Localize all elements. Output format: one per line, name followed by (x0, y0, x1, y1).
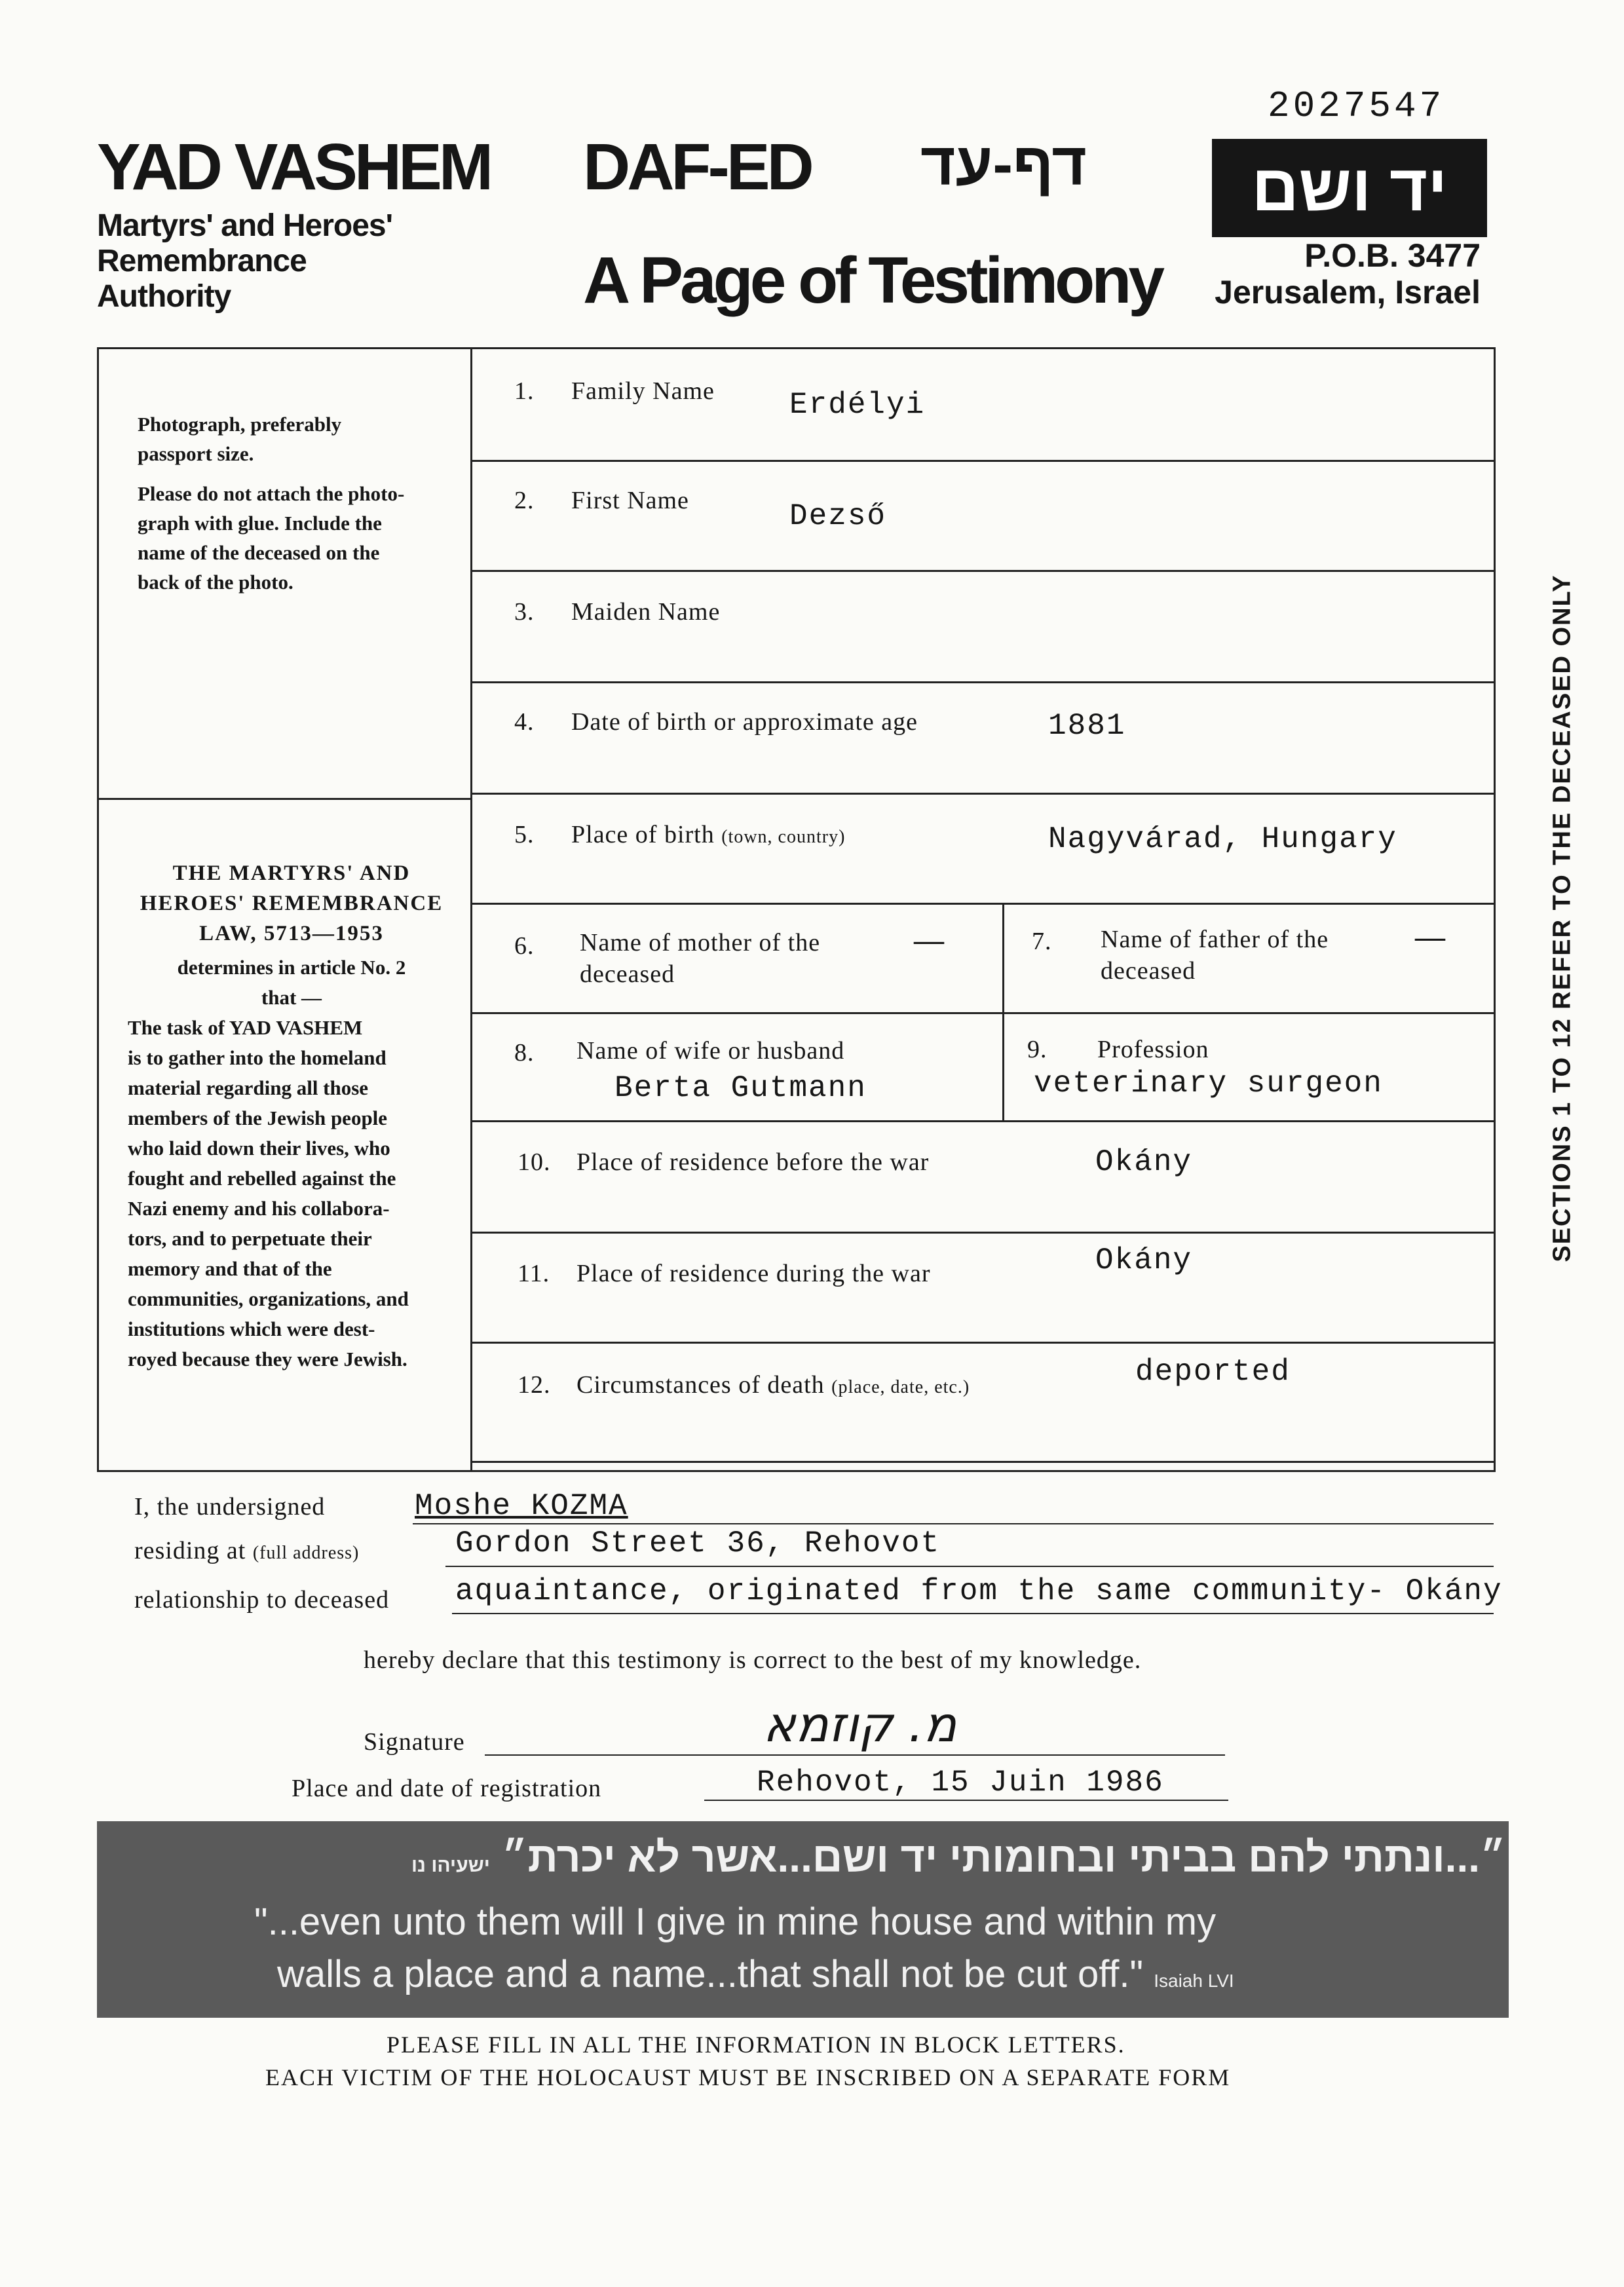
first-name-value[interactable]: Dezső (789, 499, 887, 533)
law-body-line: members of the Jewish people (128, 1106, 388, 1129)
hebrew-verse (411, 1833, 1506, 1881)
location: Jerusalem, Israel (1215, 274, 1481, 311)
org-name: YAD VASHEM (97, 130, 491, 204)
registration-line (704, 1800, 1228, 1801)
law-body-line: communities, organizations, and (128, 1287, 409, 1310)
row-divider (472, 570, 1496, 572)
contact-address (1212, 237, 1481, 311)
side-note-text: SECTIONS 1 TO 12 REFER TO THE DECEASED ONLY (1548, 574, 1576, 1262)
photo-instruction-line: Please do not attach the photo- (138, 482, 405, 505)
row-divider (472, 1461, 1496, 1463)
spouse-name-value[interactable]: Berta Gutmann (614, 1071, 867, 1105)
law-body-line: royed because they were Jewish. (128, 1348, 407, 1370)
father-name-value[interactable]: — (1415, 920, 1446, 953)
row-divider (472, 1012, 1496, 1014)
law-intro-line: determines in article No. 2 (177, 956, 406, 979)
residence-before-war-value[interactable]: Okány (1095, 1145, 1193, 1179)
law-body-line: institutions which were dest- (128, 1317, 375, 1340)
row-divider (472, 793, 1496, 795)
residence-during-war-label: Place of residence during the war (576, 1260, 931, 1287)
photo-title-line: Photograph, preferably (138, 413, 342, 436)
law-heading-line: THE MARTYRS' AND (172, 861, 411, 885)
address-line (445, 1566, 1494, 1567)
row-divider (472, 1342, 1496, 1344)
photo-title-line: passport size. (138, 442, 254, 465)
law-body-line: is to gather into the homeland (128, 1046, 387, 1069)
law-body-line: who laid down their lives, who (128, 1137, 390, 1160)
field-9-number: 9. (1027, 1036, 1048, 1063)
father-name-label-line: deceased (1101, 957, 1196, 985)
relationship-value[interactable]: aquaintance, originated from the same community- Okány (455, 1574, 1503, 1608)
english-verse-line-2 (277, 1952, 1234, 1996)
field-1-number: 1. (514, 377, 535, 405)
serial-number: 2027547 (1268, 85, 1445, 127)
birth-place-label-text: Place of birth (571, 821, 715, 848)
relationship-label: relationship to deceased (134, 1586, 390, 1614)
field-8-number: 8. (514, 1039, 535, 1067)
english-verse-line-2-text: walls a place and a name...that shall not be cut off." (277, 1953, 1144, 1995)
circumstances-of-death-label (576, 1370, 970, 1399)
signature-label: Signature (364, 1728, 465, 1756)
undersigned-line (413, 1523, 1494, 1524)
hebrew-verse-ref: ישעיהו נו (411, 1855, 490, 1876)
mother-name-label-line: Name of mother of the (580, 929, 821, 956)
footer-line-1: PLEASE FILL IN ALL THE INFORMATION IN BLOCK LETTERS. (387, 2032, 1125, 2058)
field-10-number: 10. (518, 1148, 551, 1176)
field-3-number: 3. (514, 598, 535, 626)
org-subtitle-line: Remembrance (97, 244, 307, 278)
declaration-statement: hereby declare that this testimony is correct to the best of my knowledge. (364, 1646, 1142, 1674)
row-divider (472, 460, 1496, 462)
row-divider (472, 1120, 1496, 1122)
photo-instruction-line: graph with glue. Include the (138, 512, 382, 535)
photo-instruction-line: back of the photo. (138, 571, 293, 594)
org-subtitle (97, 208, 392, 314)
address-hint: (full address) (252, 1543, 360, 1563)
undersigned-value[interactable]: Moshe KOZMA (415, 1489, 628, 1523)
row-divider (472, 681, 1496, 683)
scripture-banner (97, 1821, 1509, 2018)
form-title: A Page of Testimony (583, 244, 1161, 317)
law-body-line: fought and rebelled against the (128, 1167, 396, 1190)
mother-name-label-line: deceased (580, 960, 675, 988)
law-heading-line: HEROES' REMEMBRANCE (140, 892, 444, 915)
address-label (134, 1536, 359, 1565)
field-12-number: 12. (518, 1371, 551, 1399)
family-name-label: Family Name (571, 377, 715, 405)
father-name-label (1101, 924, 1329, 987)
law-heading-line: LAW, 5713—1953 (199, 922, 384, 945)
field-6-number: 6. (514, 932, 535, 960)
circumstances-of-death-value[interactable]: deported (1135, 1355, 1291, 1389)
po-box: P.O.B. 3477 (1304, 237, 1481, 274)
residence-before-war-label: Place of residence before the war (576, 1148, 930, 1176)
registration-label: Place and date of registration (292, 1775, 602, 1802)
row-divider (472, 903, 1496, 905)
relationship-line (452, 1613, 1494, 1614)
hebrew-verse-text: ״...ונתתי להם בביתי ובחומותי יד ושם...אשר לא יכרת״ (501, 1834, 1506, 1881)
first-name-label: First Name (571, 487, 689, 514)
circumstances-of-death-label-text: Circumstances of death (576, 1371, 825, 1399)
form-code: DAF-ED (583, 130, 811, 204)
field-7-number: 7. (1032, 928, 1052, 955)
mother-name-label (580, 927, 820, 990)
footer-line-2: EACH VICTIM OF THE HOLOCAUST MUST BE INSCRIBED ON A SEPARATE FORM (265, 2064, 1231, 2090)
address-value[interactable]: Gordon Street 36, Rehovot (455, 1526, 941, 1560)
mother-name-value[interactable]: — (914, 923, 945, 956)
org-subtitle-line: Martyrs' and Heroes' (97, 208, 392, 243)
address-label-text: residing at (134, 1537, 246, 1564)
photo-instruction-line: name of the deceased on the (138, 541, 380, 564)
yad-vashem-logo: יד ושם (1212, 139, 1487, 237)
birth-place-value[interactable]: Nagyvárad, Hungary (1048, 822, 1397, 856)
law-body-line: tors, and to perpetuate their (128, 1227, 372, 1250)
birth-date-value[interactable]: 1881 (1048, 709, 1126, 743)
law-body-line: memory and that of the (128, 1257, 332, 1280)
org-subtitle-line: Authority (97, 279, 231, 314)
field-4-number: 4. (514, 708, 535, 736)
birth-place-label (571, 820, 845, 849)
circumstances-of-death-hint: (place, date, etc.) (831, 1377, 970, 1397)
photo-instructions (138, 409, 416, 597)
maiden-name-label: Maiden Name (571, 598, 721, 626)
profession-value[interactable]: veterinary surgeon (1034, 1067, 1383, 1101)
hebrew-form-title: דף-עד (920, 131, 1087, 198)
field-11-number: 11. (518, 1260, 550, 1287)
left-divider (97, 798, 472, 800)
row-divider (472, 1232, 1496, 1234)
law-body-line: material regarding all those (128, 1076, 369, 1099)
signature-value[interactable]: מ. קוזמא (763, 1697, 957, 1753)
field-5-number: 5. (514, 821, 535, 848)
field-2-number: 2. (514, 487, 535, 514)
mid-divider (1002, 904, 1004, 1122)
father-name-label-line: Name of father of the (1101, 926, 1329, 953)
law-intro-line: that — (261, 986, 322, 1009)
profession-label: Profession (1097, 1036, 1209, 1063)
law-text (128, 858, 455, 1374)
column-divider (470, 347, 472, 1472)
english-verse-ref: Isaiah LVI (1154, 1971, 1234, 1991)
side-note (1513, 550, 1618, 1304)
birth-date-label: Date of birth or approximate age (571, 708, 918, 736)
family-name-value[interactable]: Erdélyi (789, 388, 926, 422)
law-body-line: Nazi enemy and his collabora- (128, 1197, 390, 1220)
law-body-line: The task of YAD VASHEM (128, 1016, 363, 1039)
signature-line (485, 1754, 1225, 1756)
registration-value[interactable]: Rehovot, 15 Juin 1986 (757, 1766, 1164, 1800)
residence-during-war-value[interactable]: Okány (1095, 1243, 1193, 1277)
spouse-name-label: Name of wife or husband (576, 1037, 845, 1065)
english-verse-line-1: "...even unto them will I give in mine house and within my (254, 1900, 1217, 1943)
birth-place-hint: (town, country) (721, 827, 846, 847)
undersigned-label: I, the undersigned (134, 1493, 326, 1521)
